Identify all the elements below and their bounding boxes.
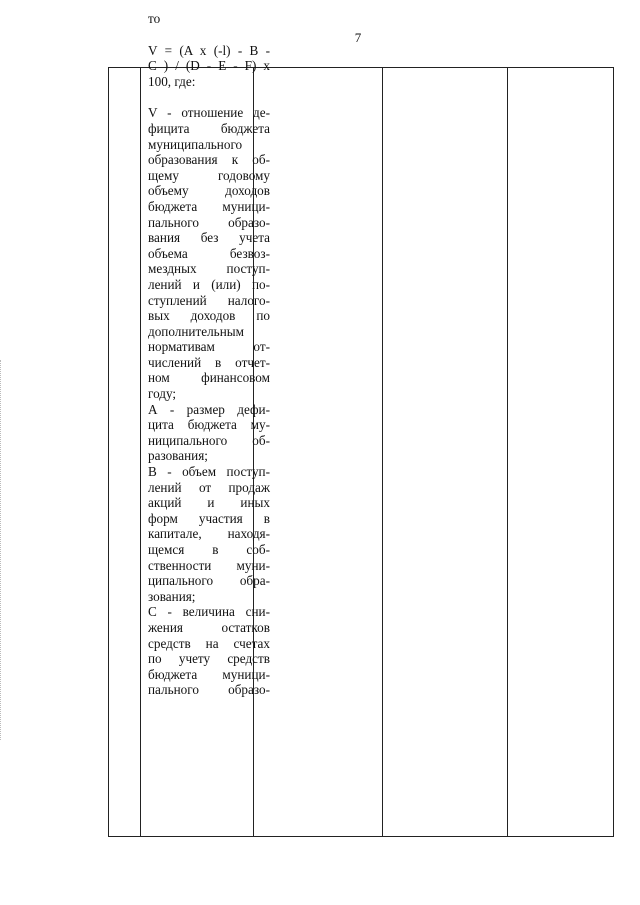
text-line: нормативам от- bbox=[148, 339, 270, 355]
text-line: бюджета муници- bbox=[148, 666, 270, 682]
definition-c bbox=[148, 604, 270, 698]
text-line: фицита бюджета bbox=[148, 120, 270, 136]
spacer bbox=[148, 89, 270, 105]
text-line: году; bbox=[148, 386, 177, 402]
text-line: форм участия в bbox=[148, 510, 270, 526]
text-line: вания без учета bbox=[148, 230, 270, 246]
column-divider-1 bbox=[140, 68, 141, 836]
text-line: ступлений налого- bbox=[148, 292, 270, 308]
text-line: ном финансовом bbox=[148, 370, 270, 386]
formula-block bbox=[148, 43, 270, 90]
text-line: ственности муни- bbox=[148, 557, 270, 573]
text-line: объему доходов bbox=[148, 183, 270, 199]
text-line: муниципального bbox=[148, 136, 243, 152]
text-line: C ) / (D - E - F) x bbox=[148, 58, 270, 74]
text-line: щемся в соб- bbox=[148, 542, 270, 557]
text-line: лений от продаж bbox=[148, 479, 270, 495]
scan-edge-marks bbox=[0, 360, 5, 740]
column-divider-4 bbox=[507, 68, 508, 836]
text-line: ципального обра- bbox=[148, 573, 270, 589]
column-divider-3 bbox=[382, 68, 383, 836]
definition-v bbox=[148, 105, 270, 401]
text-line: В - объем поступ- bbox=[148, 464, 270, 480]
text-line: вых доходов по bbox=[148, 308, 270, 324]
text-line: 100, где: bbox=[148, 73, 196, 89]
text-line: дополнительным bbox=[148, 323, 244, 339]
text-line: мездных поступ- bbox=[148, 261, 270, 277]
text-line: по учету средств bbox=[148, 651, 270, 667]
text-line: зования; bbox=[148, 588, 196, 604]
spacer bbox=[148, 27, 270, 43]
text-line: лений и (или) по- bbox=[148, 276, 270, 292]
text-line: жения остатков bbox=[148, 619, 270, 635]
text-line: объема безвоз- bbox=[148, 245, 270, 261]
text-line: щему годовому bbox=[148, 167, 270, 183]
text-line: средств на счетах bbox=[148, 635, 270, 651]
text-line: разования; bbox=[148, 448, 208, 464]
text-line: цита бюджета му- bbox=[148, 417, 270, 433]
text-line: пального образо- bbox=[148, 682, 270, 698]
text-line: акций и иных bbox=[148, 495, 270, 511]
text-line: бюджета муници- bbox=[148, 198, 270, 214]
text-line: капитале, находя- bbox=[148, 526, 270, 542]
page-number: 7 bbox=[354, 30, 362, 45]
text-line: V - отношение де- bbox=[148, 105, 270, 121]
formula-cell bbox=[148, 11, 270, 698]
text-line: С - величина сни- bbox=[148, 604, 270, 620]
text-line: числений в отчет- bbox=[148, 354, 270, 370]
text-line: V = (A x (-l) - B - bbox=[148, 42, 270, 58]
definition-a bbox=[148, 402, 270, 464]
definition-b bbox=[148, 464, 270, 604]
text-line: ниципального об- bbox=[148, 432, 270, 448]
text-line: образования к об- bbox=[148, 152, 270, 168]
text-line: А - размер дефи- bbox=[148, 401, 270, 417]
intro-text: то bbox=[148, 11, 161, 26]
text-line: пального образо- bbox=[148, 214, 270, 230]
